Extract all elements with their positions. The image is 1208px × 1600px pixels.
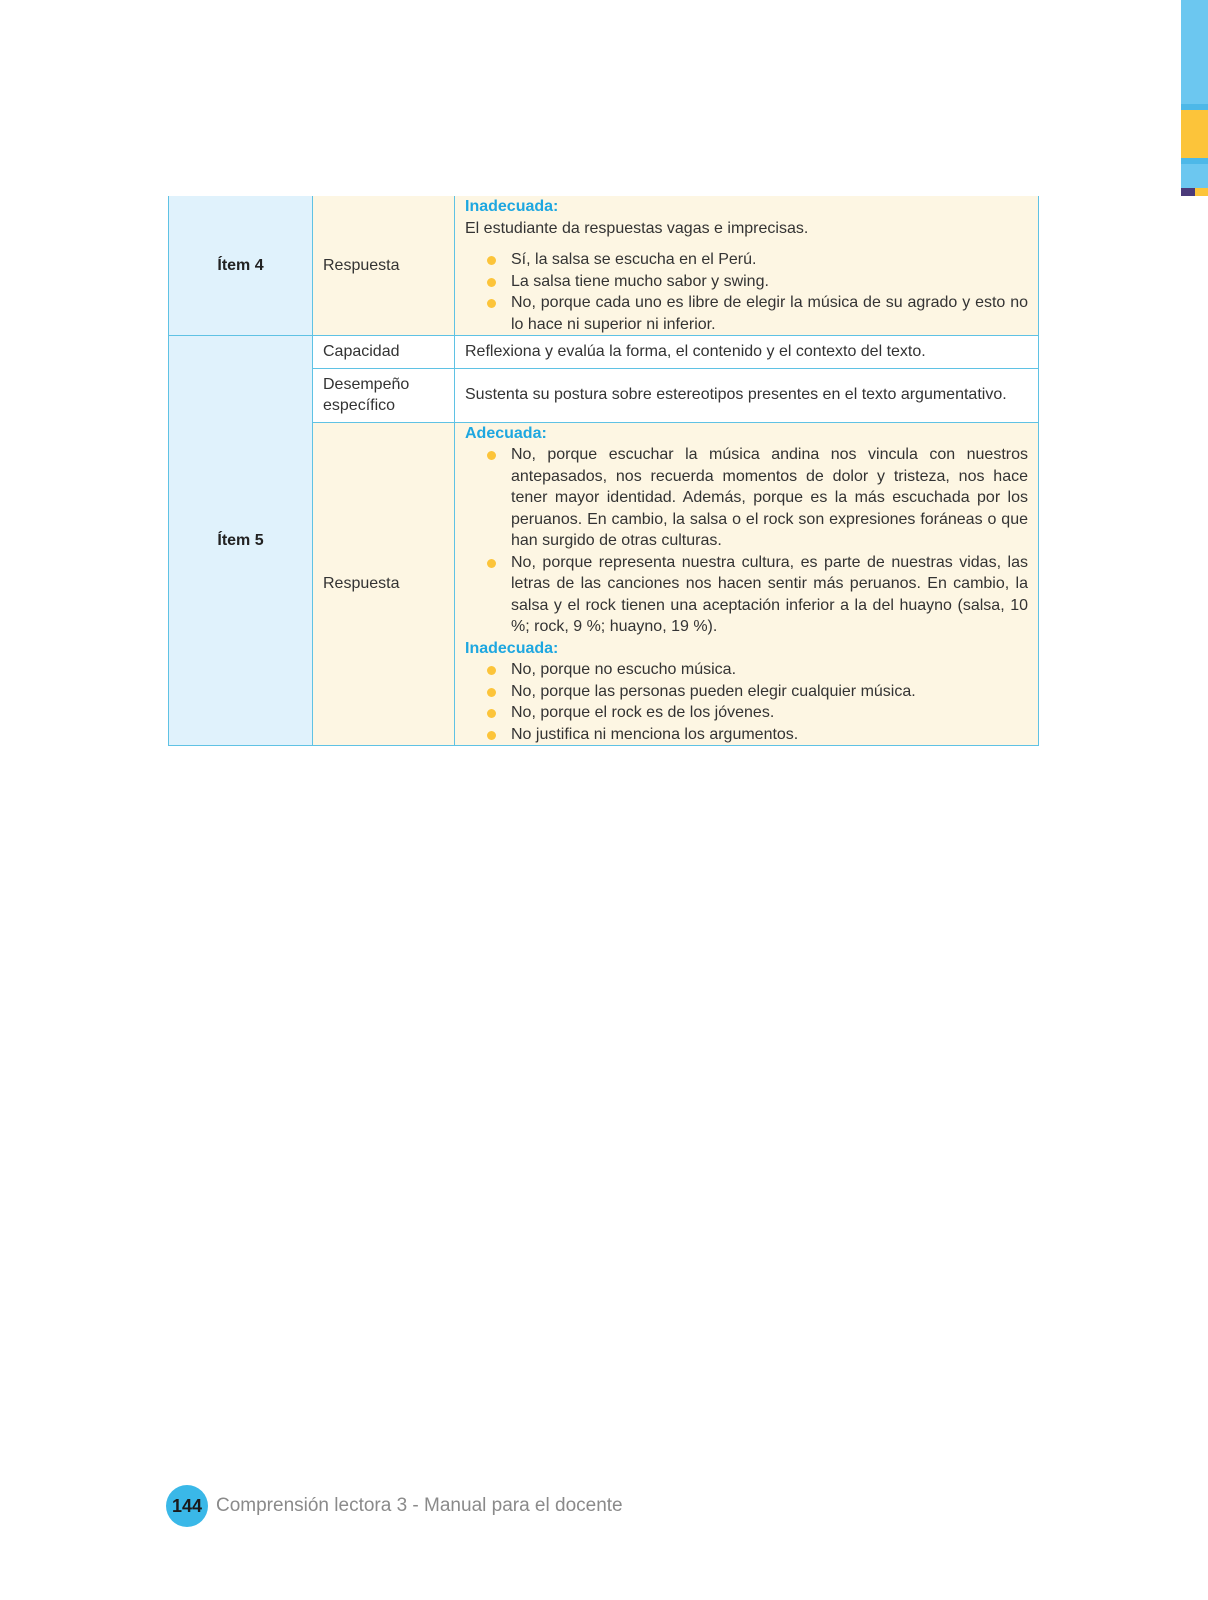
item4-respuesta-label: Respuesta — [313, 196, 455, 336]
edge-tab-gold — [1195, 188, 1208, 196]
item5-respuesta-content — [455, 422, 1039, 746]
desempeno-label: Desempeño específico — [313, 368, 455, 422]
list-item: No, porque escuchar la música andina nos vincula con nuestros antepasados, nos recuerda momentos de dolor y tristeza, nos hace tener mayor identidad. Además, porque es la más escuchada por los peruanos. En cambio, la salsa o el rock son expresiones foráneas o que han surgido de otras culturas. — [511, 444, 1028, 552]
list-item: No, porque no escucho música. — [511, 659, 1028, 681]
inadecuada-bullet-list — [465, 659, 1028, 745]
item4-intro: El estudiante da respuestas vagas e imprecisas. — [465, 219, 809, 237]
list-item: No, porque representa nuestra cultura, es parte de nuestras vidas, las letras de las canciones nos hacen sentir más peruanos. En cambio, la salsa y el rock tienen una aceptación inferior a la del huayno (salsa, 10 %; rock, 9 %; huayno, 19 %). — [511, 552, 1028, 638]
adecuada-bullet-list — [465, 444, 1028, 638]
item4-respuesta-content — [455, 196, 1039, 336]
footer-title: Comprensión lectora 3 - Manual para el docente — [216, 1495, 623, 1516]
list-item: No, porque cada uno es libre de elegir la música de su agrado y esto no lo hace ni superior ni inferior. — [511, 292, 1028, 335]
edge-tab-blue — [1181, 0, 1208, 104]
desempeno-text: Sustenta su postura sobre estereotipos presentes en el texto argumentativo. — [455, 368, 1039, 422]
edge-tab-purple — [1181, 188, 1195, 196]
capacidad-text: Reflexiona y evalúa la forma, el contenido y el contexto del texto. — [455, 336, 1039, 369]
item4-label: Ítem 4 — [169, 196, 313, 336]
edge-tab-blue — [1181, 164, 1208, 188]
edge-tab-yellow — [1181, 110, 1208, 158]
adecuada-heading: Adecuada: — [465, 424, 547, 442]
list-item: No, porque el rock es de los jóvenes. — [511, 702, 1028, 724]
list-item: Sí, la salsa se escucha en el Perú. — [511, 249, 1028, 271]
inadecuada-heading: Inadecuada: — [465, 198, 559, 215]
list-item: No, porque las personas pueden elegir cualquier música. — [511, 681, 1028, 703]
page-number-badge: 144 — [166, 1485, 208, 1527]
item4-bullet-list — [465, 249, 1028, 335]
page-footer — [166, 1486, 623, 1526]
item5-respuesta-label: Respuesta — [313, 422, 455, 746]
item5-capacidad-row — [169, 336, 1039, 369]
list-item: La salsa tiene mucho sabor y swing. — [511, 271, 1028, 293]
capacidad-label: Capacidad — [313, 336, 455, 369]
list-item: No justifica ni menciona los argumentos. — [511, 724, 1028, 746]
inadecuada-heading: Inadecuada: — [465, 639, 559, 657]
rubric-table — [168, 196, 1039, 746]
item5-label: Ítem 5 — [169, 336, 313, 746]
item4-row — [169, 196, 1039, 336]
